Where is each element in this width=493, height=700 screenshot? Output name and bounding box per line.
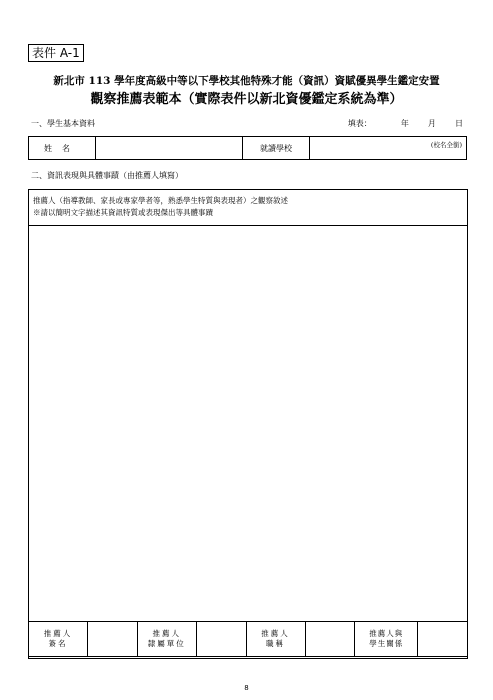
observation-line2: ※請以簡明文字描述其資訊特質或表現傑出等具體事蹟: [33, 208, 213, 217]
signature-table: [28, 621, 468, 657]
observation-instructions: [29, 190, 467, 226]
fill-date: [348, 118, 463, 129]
unit-field[interactable]: [196, 622, 246, 657]
fill-date-year: 年: [400, 119, 409, 128]
school-note: (校名全銜): [430, 141, 462, 149]
school-field[interactable]: [310, 137, 467, 160]
observation-box[interactable]: [28, 189, 468, 659]
relation-label: 推薦人與 學生關係: [355, 622, 418, 657]
document-subtitle: 觀察推薦表範本（實際表件以新北資優鑑定系統為準）: [90, 92, 403, 107]
relation-field[interactable]: [418, 622, 468, 657]
fill-date-month: 月: [427, 119, 436, 128]
section2-heading: 二、資訊表現與具體事蹟（由推薦人填寫）: [31, 171, 183, 180]
name-field[interactable]: [96, 137, 243, 160]
title-label: 推薦人 職稱: [246, 622, 305, 657]
document-title: 新北市 113 學年度高級中等以下學校其他特殊才能（資訊）資賦優異學生鑑定安置: [53, 75, 440, 87]
name-label: 姓名: [29, 137, 96, 160]
section1-heading: 一、學生基本資料: [31, 119, 95, 128]
basic-info-table: [28, 136, 467, 160]
observation-line1: 推薦人（指導教師、家長或專家學者等，熟悉學生特質與表現者）之觀察敘述: [33, 196, 288, 205]
form-tag: 表件 A-1: [28, 44, 84, 62]
signer-field[interactable]: [88, 622, 138, 657]
title-field[interactable]: [305, 622, 355, 657]
school-label: 就讀學校: [243, 137, 310, 160]
unit-label: 推薦人 隸屬單位: [137, 622, 196, 657]
signer-label: 推薦人 簽名: [29, 622, 88, 657]
fill-date-label: 填表：: [347, 119, 372, 128]
page-number: 8: [244, 684, 249, 692]
fill-date-day: 日: [455, 119, 463, 128]
